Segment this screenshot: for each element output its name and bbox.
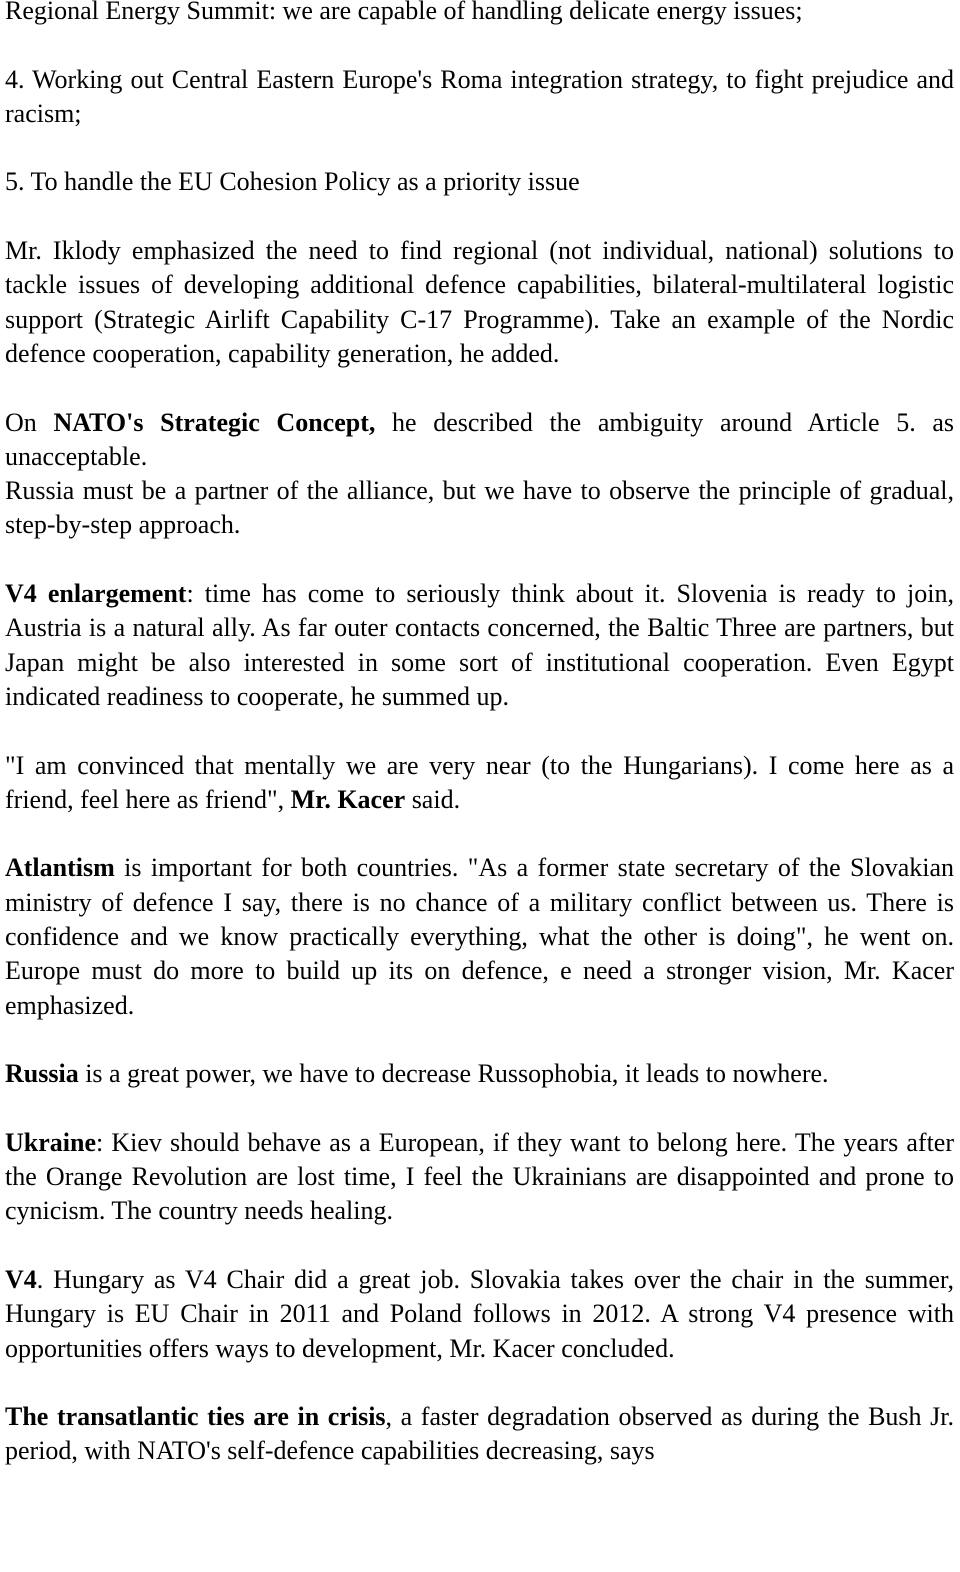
russia-paragraph (5, 1057, 954, 1091)
transatlantic-paragraph (5, 1400, 954, 1469)
ukraine-text: : Kiev should behave as a European, if they want to belong here. The years after the Orange Revolution are lost time, I feel the Ukrainians are disappointed and prone to cynicism. The country needs healing. (5, 1127, 954, 1226)
paragraph-gap (5, 371, 954, 405)
ukraine-term: Ukraine (5, 1127, 96, 1157)
paragraph-gap (5, 28, 954, 62)
kacer-quote-text: "I am convinced that mentally we are very near (to the Hungarians). I come here as a friend, feel here as friend", (5, 750, 954, 814)
kacer-name: Mr. Kacer (290, 784, 406, 814)
kacer-quote-paragraph (5, 749, 954, 818)
list-item-5: 5. To handle the EU Cohesion Policy as a priority issue (5, 167, 580, 197)
paragraph-gap (5, 714, 954, 748)
paragraph-gap (5, 1023, 954, 1057)
russia-partner-paragraph: Russia must be a partner of the alliance, but we have to observe the principle of gradual, step-by-step approach. (5, 476, 954, 540)
v4-chair-text: . Hungary as V4 Chair did a great job. Slovakia takes over the chair in the summer, Hungary is EU Chair in 2011 and Poland follows in 2012. A strong V4 presence with opportunities offers ways to development, Mr. Kacer concluded. (5, 1264, 954, 1363)
v4-enlargement-text: : time has come to seriously think about it. Slovenia is ready to join, Austria is a natural ally. As far outer contacts concerned, the Baltic Three are partners, but Japan might be also interested in some sort of institutional cooperation. Even Egypt indicated readiness to cooperate, he summed up. (5, 579, 954, 711)
atlantism-term: Atlantism (5, 853, 115, 883)
paragraph-gap (5, 1366, 954, 1400)
russia-term: Russia (5, 1059, 79, 1089)
nato-strategic-concept-paragraph (5, 406, 954, 475)
list-item-4: 4. Working out Central Eastern Europe's Roma integration strategy, to fight prejudice and racism; (5, 64, 954, 128)
atlantism-text: is important for both countries. "As a former state secretary of the Slovakian ministry of defence I say, there is no chance of a military conflict between us. There is confidence and we know practically everything, what the other is doing", he went on. Europe must do more to build up its on defence, e need a stronger vision, Mr. Kacer emphasized. (5, 853, 954, 1020)
v4-enlargement-paragraph (5, 577, 954, 714)
nato-description-text: he described the ambiguity around Article 5. as unacceptable. (5, 407, 955, 471)
paragraph-gap (5, 131, 954, 165)
transatlantic-crisis-term: The transatlantic ties are in crisis (5, 1402, 386, 1432)
atlantism-paragraph (5, 851, 954, 1022)
nato-intro-text: On (5, 407, 54, 437)
paragraph-gap (5, 817, 954, 851)
ukraine-paragraph (5, 1126, 954, 1229)
energy-summit-line: Regional Energy Summit: we are capable of handling delicate energy issues; (5, 0, 803, 25)
paragraph-gap (5, 543, 954, 577)
v4-term: V4 (5, 1264, 37, 1294)
russia-text: is a great power, we have to decrease Russophobia, it leads to nowhere. (78, 1059, 829, 1089)
nato-strategic-concept-term: NATO's Strategic Concept, (53, 407, 376, 437)
document-body (5, 0, 954, 1469)
paragraph-gap (5, 200, 954, 234)
v4-chair-paragraph (5, 1263, 954, 1366)
paragraph-gap (5, 1229, 954, 1263)
kacer-said-text: said. (405, 784, 461, 814)
paragraph-gap (5, 1092, 954, 1126)
transatlantic-text: , a faster degradation observed as during the Bush Jr. period, with NATO's self-defence capabilities decreasing, says (5, 1402, 955, 1466)
iklody-paragraph: Mr. Iklody emphasized the need to find regional (not individual, national) solutions to tackle issues of developing additional defence capabilities, bilateral-multilateral logistic support (Strategic Airlift Capability C-17 Programme). Take an example of the Nordic defence cooperation, capability generation, he added. (5, 236, 954, 368)
v4-enlargement-term: V4 enlargement (5, 579, 187, 609)
